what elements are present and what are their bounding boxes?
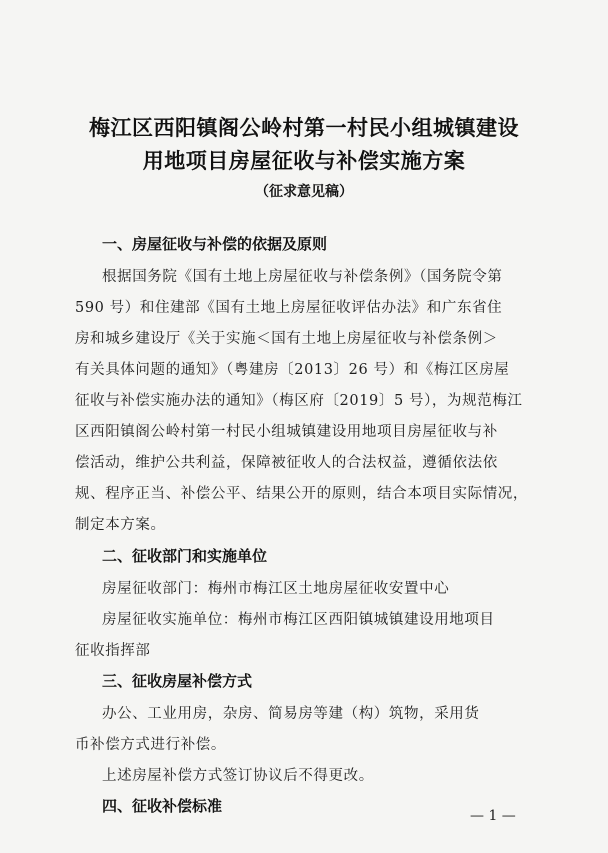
- section-3-line: 办公、工业用房，杂房、简易房等建（构）筑物，采用货: [102, 706, 480, 722]
- section-1-line: 偿活动，维护公共利益，保障被征收人的合法权益，遵循依法依: [75, 455, 498, 471]
- section-2-line: 房屋征收部门：梅州市梅江区土地房屋征收安置中心: [102, 581, 450, 597]
- section-1-heading: 一、房屋征收与补偿的依据及原则: [102, 235, 328, 253]
- section-2-line: 征收指挥部: [75, 643, 151, 659]
- section-4-heading: 四、征收补偿标准: [102, 797, 223, 815]
- section-1-line: 征收与补偿实施办法的通知》（梅区府〔2019〕5 号），为规范梅江: [75, 393, 523, 409]
- section-3-line: 上述房屋补偿方式签订协议后不得更改。: [102, 768, 374, 784]
- section-1-line: 根据国务院《国有土地上房屋征收与补偿条例》（国务院令第: [102, 269, 503, 285]
- page-number: — 1 —: [470, 808, 516, 824]
- document-subtitle: （征求意见稿）: [255, 184, 353, 200]
- section-3-heading: 三、征收房屋补偿方式: [102, 672, 253, 690]
- section-2-line: 房屋征收实施单位：梅州市梅江区西阳镇城镇建设用地项目: [102, 612, 495, 628]
- document-title-line-1: 梅江区西阳镇阁公岭村第一村民小组城镇建设: [89, 116, 519, 140]
- section-1-line: 有关具体问题的通知》（粤建房〔2013〕26 号）和《梅江区房屋: [75, 362, 510, 378]
- section-3-line: 币补偿方式进行补偿。: [75, 737, 226, 753]
- section-2-heading: 二、征收部门和实施单位: [102, 547, 268, 565]
- section-1-line: 规、程序正当、补偿公平、结果公开的原则，结合本项目实际情况，: [75, 486, 528, 502]
- section-1-line: 590 号）和住建部《国有土地上房屋征收评估办法》和广东省住: [75, 300, 503, 316]
- section-1-line: 区西阳镇阁公岭村第一村民小组城镇建设用地项目房屋征收与补: [75, 424, 498, 440]
- document-title-line-2: 用地项目房屋征收与补偿实施方案: [142, 149, 466, 173]
- section-1-line: 制定本方案。: [75, 517, 166, 533]
- section-1-line: 房和城乡建设厅《关于实施＜国有土地上房屋征收与补偿条例＞: [75, 331, 498, 347]
